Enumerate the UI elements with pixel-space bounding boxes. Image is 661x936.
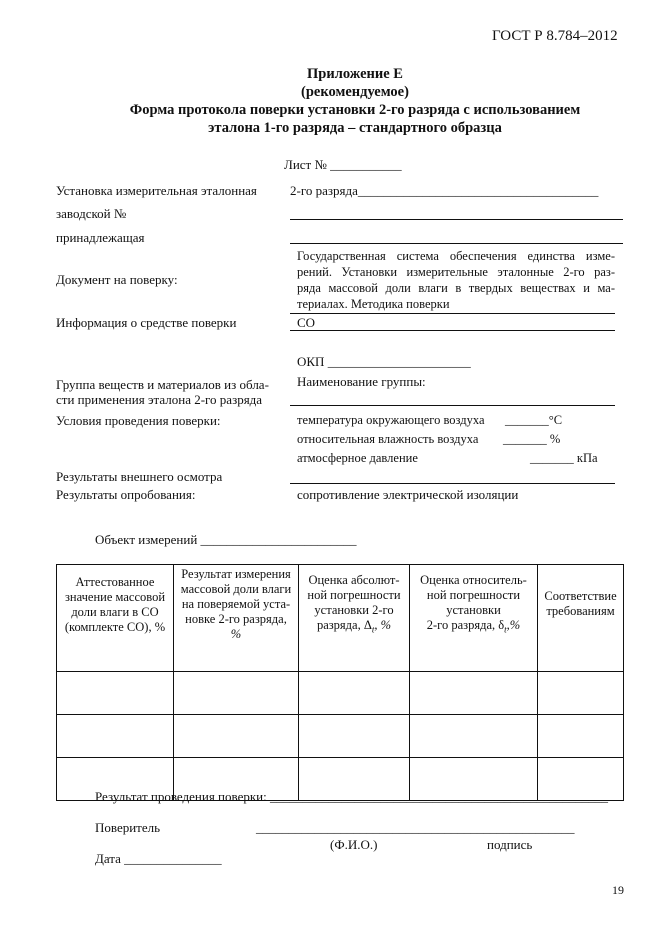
document-value-line3: ряда массовой доли влаги в твердых веществах и ма- (297, 281, 615, 295)
group-label-line2: сти применения эталона 2-го разряда (56, 392, 263, 407)
header-text-line (412, 618, 535, 638)
result-blank[interactable]: ____________________________________________________ (269, 789, 608, 804)
okp-field[interactable] (297, 354, 471, 370)
header-text-line: установки (446, 603, 501, 617)
serial-number-label: заводской № (56, 206, 127, 221)
group-label-line1: Группа веществ и материалов из обла- (56, 377, 269, 392)
group-value: Наименование группы: (297, 374, 426, 389)
installation-label: Установка измерительная эталонная (56, 183, 257, 198)
table-cell[interactable] (299, 715, 410, 758)
header-text-line: ной погрешности (307, 588, 401, 602)
table-header-row (57, 565, 624, 672)
testing-label: Результаты опробования: (56, 487, 196, 502)
table-cell[interactable] (410, 672, 538, 715)
temperature-blank[interactable]: _______ (505, 413, 549, 427)
owner-line[interactable] (290, 243, 623, 244)
abs-error-unit: , % (374, 618, 392, 632)
abs-error-label: разряда, Δ (316, 618, 372, 632)
serial-number-line[interactable] (290, 219, 623, 220)
table-row (57, 715, 624, 758)
header-text-line: Результат измерения (181, 567, 291, 581)
appendix-status: (рекомендуемое) (301, 84, 409, 100)
page-number: 19 (612, 883, 624, 897)
verifier-label: Поверитель (95, 820, 161, 835)
table-row (57, 672, 624, 715)
humidity-label: относительная влажность воздуха (297, 432, 479, 446)
okp-blank[interactable]: ______________________ (327, 354, 471, 369)
result-label: Результат проведения поверки: (95, 789, 267, 804)
header-text-line: Соответствие (544, 589, 617, 603)
table-cell[interactable] (410, 715, 538, 758)
header-text-line: на поверяемой уста- (181, 597, 291, 611)
form-title-line1: Форма протокола поверки установки 2-го разряда с использованием (129, 102, 581, 118)
inspection-label: Результаты внешнего осмотра (56, 469, 223, 484)
document-value-line2: рений. Установки измерительные эталонные 2-го раз- (297, 265, 615, 279)
header-text-line (301, 618, 407, 638)
pressure-label: атмосферное давление (297, 451, 418, 465)
header-text-line: Аттестованное (75, 575, 155, 589)
means-label: Информация о средстве поверки (56, 315, 237, 330)
header-text-line: (комплекте СО), % (64, 620, 166, 634)
result-field[interactable] (95, 789, 608, 805)
group-line[interactable] (290, 405, 615, 406)
pressure-blank[interactable]: _______ (530, 451, 574, 465)
rel-error-subscript: t (504, 624, 507, 635)
fio-label: (Ф.И.О.) (330, 837, 378, 852)
inspection-line[interactable] (290, 483, 615, 484)
owner-label: принадлежащая (56, 230, 145, 245)
pressure-field[interactable] (530, 451, 598, 466)
humidity-field[interactable] (503, 432, 560, 447)
form-title-line2: эталона 1-го разряда – стандартного образца (208, 120, 502, 136)
testing-value: сопротивление электрической изоляции (297, 487, 519, 502)
sheet-number-blank[interactable]: ___________ (330, 157, 402, 172)
header-text-line: массовой доли влаги (180, 582, 292, 596)
header-text-line: ной погрешности (426, 588, 521, 602)
abs-error-subscript: t (371, 624, 375, 635)
document-label: Документ на поверку: (56, 272, 178, 287)
header-text-line: доли влаги в СО (71, 605, 159, 619)
header-text-line: требованиям (546, 604, 615, 618)
installation-field[interactable] (290, 183, 598, 199)
document-value-line1: Государственная система обеспечения единства изме- (297, 249, 615, 263)
date-blank[interactable]: _______________ (124, 851, 222, 866)
results-table (56, 564, 624, 801)
header-text-line: % (230, 627, 242, 641)
rel-error-unit: ,% (506, 618, 521, 632)
temperature-unit: °С (548, 413, 563, 427)
object-field[interactable] (95, 532, 357, 548)
table-cell[interactable] (538, 672, 624, 715)
date-label: Дата (95, 851, 121, 866)
table-cell[interactable] (538, 715, 624, 758)
pressure-unit: кПа (576, 451, 598, 465)
document-line (290, 313, 615, 314)
column-header-absolute-error (299, 565, 410, 672)
object-label: Объект измерений (95, 532, 198, 547)
installation-blank[interactable]: _____________________________________ (357, 183, 599, 198)
temperature-field[interactable] (505, 413, 562, 428)
table-cell[interactable] (174, 672, 299, 715)
date-field[interactable] (95, 851, 222, 867)
column-header-measurement-result (174, 565, 299, 672)
header-text-line: Оценка относитель- (420, 573, 527, 587)
header-text-line: установки 2-го (314, 603, 394, 617)
sheet-number-label: Лист № (284, 157, 327, 172)
document-value-line4: териалах. Методика поверки (297, 297, 450, 311)
sheet-number-field (284, 157, 402, 173)
header-text-line: новке 2-го разряда, (185, 612, 287, 626)
table-cell[interactable] (57, 672, 174, 715)
object-blank[interactable]: ________________________ (200, 532, 357, 547)
signature-label: подпись (487, 837, 533, 852)
document-code: ГОСТ Р 8.784–2012 (492, 28, 618, 44)
humidity-blank[interactable]: _______ (503, 432, 547, 446)
header-text-line: Оценка абсолют- (308, 573, 400, 587)
temperature-label: температура окружающего воздуха (297, 413, 485, 427)
installation-value: 2-го разряда (290, 183, 358, 198)
rel-error-label: 2-го разряда, δ (426, 618, 505, 632)
appendix-title: Приложение Е (307, 66, 403, 82)
table-cell[interactable] (299, 672, 410, 715)
means-line[interactable] (290, 330, 615, 331)
table-cell[interactable] (57, 715, 174, 758)
column-header-compliance (538, 565, 624, 672)
conditions-label: Условия проведения поверки: (56, 413, 221, 428)
column-header-relative-error (410, 565, 538, 672)
means-value: СО (297, 315, 316, 330)
humidity-unit: % (549, 432, 561, 446)
okp-label: ОКП (297, 354, 325, 369)
header-text-line: значение массовой (64, 590, 166, 604)
table-cell[interactable] (174, 715, 299, 758)
column-header-certified-value (57, 565, 174, 672)
verifier-blank[interactable]: _________________________________________________ (256, 820, 575, 835)
